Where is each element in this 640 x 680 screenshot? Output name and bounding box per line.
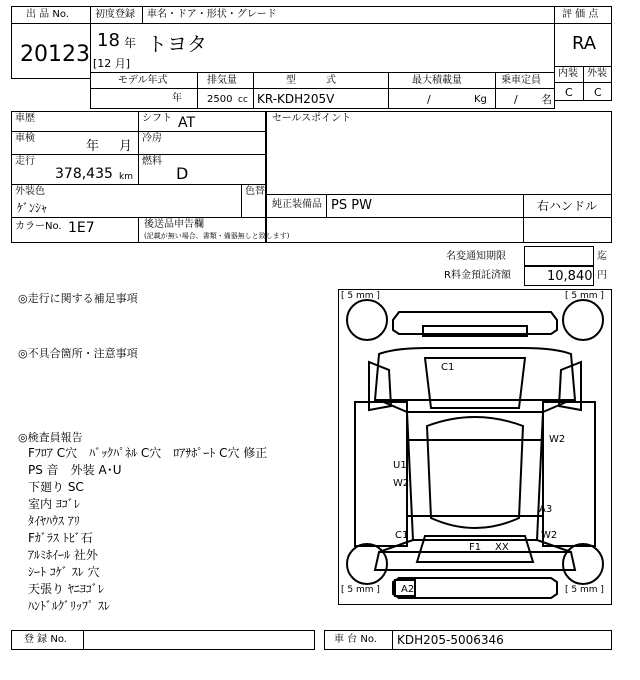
handle-value: 右ハンドル: [537, 199, 598, 213]
name-change-unit: 迄: [597, 251, 607, 262]
car-name: トヨタ: [147, 32, 207, 56]
inspection-month: 月: [119, 139, 133, 154]
first-reg-year: 18: [97, 30, 120, 51]
inspector-line: ｼｰﾄ ｺｹﾞ ｽﾚ 穴: [28, 565, 100, 579]
inspector-line: ﾀｲﾔﾊｳｽ ｱﾘ: [28, 514, 80, 528]
year-char: 年: [124, 36, 137, 50]
grade-label: 評 価 点: [562, 9, 599, 20]
damage-mark: C1: [441, 362, 455, 373]
side-left: [355, 402, 410, 546]
cc-unit: cc: [238, 95, 248, 105]
defects-label: ◎不具合箇所・注意事項: [18, 347, 138, 360]
damage-mark: XX: [495, 542, 509, 553]
mileage-value: 378,435: [55, 166, 113, 182]
damage-mark: W2: [541, 530, 558, 541]
lot-number: 20123: [20, 42, 90, 67]
capacity-label: 乗車定員: [501, 75, 541, 86]
front-bumper: [393, 312, 557, 334]
damage-mark: W2: [549, 434, 566, 445]
inspector-line: ｱﾙﾐﾎｲｰﾙ 社外: [28, 548, 98, 562]
shift-value: AT: [178, 115, 196, 131]
ext-color-label: 外装色: [15, 186, 45, 197]
capacity-slash: /: [514, 93, 518, 106]
car-name-label: 車名・ドア・形状・グレード: [147, 9, 277, 20]
inspection-label: 車検: [15, 133, 35, 144]
interior-label: 内装: [558, 68, 578, 79]
damage-mark: C1: [395, 530, 409, 541]
tire-front-left: [347, 300, 387, 340]
exterior-label: 外装: [587, 68, 607, 79]
displacement-label: 排気量: [207, 75, 237, 86]
side-right: [543, 402, 595, 546]
inspector-line: Fﾌﾛｱ C穴 ﾊﾞｯｸﾊﾟﾈﾙ C穴 ﾛｱｻﾎﾟｰﾄ C穴 修正: [28, 446, 268, 460]
exterior-grade: C: [594, 86, 602, 99]
interior-grade: C: [565, 86, 573, 99]
fuel-label: 燃料: [142, 156, 162, 167]
car-diagram-svg: [339, 290, 611, 604]
inspector-line: 下廻り SC: [28, 480, 84, 494]
first-reg-label: 初度登録: [95, 9, 135, 20]
mileage-label: 走行: [15, 156, 35, 167]
type-label: 型 式: [286, 75, 336, 86]
grade-value: RA: [572, 33, 597, 54]
lot-label: 出 品 No.: [26, 9, 69, 20]
driving-remarks-label: ◎走行に関する補足事項: [18, 292, 138, 305]
rear-bumper: [393, 578, 557, 598]
recycle-unit: 円: [597, 270, 607, 281]
name-change-label: 名変通知期限: [446, 251, 506, 262]
tire-tl-label: [ 5 mm ]: [341, 291, 380, 301]
inspection-year: 年: [86, 139, 100, 154]
inspector-line: ﾊﾝﾄﾞﾙｸﾞﾘｯﾌﾟ ｽﾚ: [28, 599, 110, 613]
max-load-label: 最大積載量: [412, 75, 462, 86]
max-load-slash: /: [427, 93, 431, 106]
damage-mark: W2: [393, 478, 410, 489]
first-reg-month: [12 月]: [93, 57, 131, 70]
shift-label: シフト: [142, 113, 172, 124]
reg-no-label: 登 録 No.: [24, 634, 67, 645]
fuel-value: D: [176, 164, 189, 183]
tire-rear-left: [347, 544, 387, 584]
ac-label: 冷房: [142, 133, 162, 144]
name-change-field: [524, 246, 594, 266]
color-change-label: 色替: [245, 186, 265, 197]
chassis-label: 車 台 No.: [334, 634, 377, 645]
capacity-unit: 名: [541, 93, 552, 106]
car-diagram: [338, 289, 612, 605]
equipment-value: PS PW: [331, 198, 372, 213]
damage-mark: A3: [539, 504, 553, 515]
sales-point-label: セールスポイント: [272, 113, 352, 124]
post-doc-note: (記載が無い場合、書類・備器無しと致します): [144, 232, 290, 240]
chassis-value: KDH205-5006346: [397, 633, 504, 647]
type-value: KR-KDH205V: [257, 92, 335, 106]
inspector-line: 室内 ﾖｺﾞﾚ: [28, 497, 80, 511]
displacement-value: 2500: [207, 94, 233, 105]
equipment-label: 純正装備品: [272, 199, 322, 210]
inspector-line: Fｶﾞﾗｽ ﾄﾋﾞ石: [28, 531, 93, 545]
tire-br-label: [ 5 mm ]: [565, 585, 604, 595]
inspector-line: 天張り ﾔﾆﾖｺﾞﾚ: [28, 582, 104, 596]
model-year-label: モデル年式: [118, 75, 168, 86]
color-no-label: カラーNo.: [15, 221, 62, 232]
model-year-value: 年: [172, 93, 182, 104]
damage-mark: U1: [393, 460, 407, 471]
inspector-label: ◎検査員報告: [18, 431, 83, 444]
recycle-label: R料金預託済額: [444, 270, 511, 281]
tire-rear-right: [563, 544, 603, 584]
ext-color-value: ｹﾞﾝｼｬ: [17, 201, 48, 215]
inspector-report: [28, 447, 267, 612]
tire-front-right: [563, 300, 603, 340]
inspector-line: PS 音 外装 A･U: [28, 463, 122, 477]
tire-bl-label: [ 5 mm ]: [341, 585, 380, 595]
kg-unit: Kg: [474, 94, 487, 105]
tire-tr-label: [ 5 mm ]: [565, 291, 604, 301]
post-doc-label: 後送品申告欄: [144, 219, 204, 230]
history-label: 車歴: [15, 113, 35, 124]
km-unit: km: [119, 172, 133, 182]
hood: [375, 348, 575, 400]
damage-mark: A2: [401, 584, 415, 595]
damage-mark: F1: [469, 542, 482, 553]
color-no-value: 1E7: [68, 220, 95, 236]
recycle-value: 10,840: [547, 269, 593, 284]
roof-inner: [427, 417, 523, 528]
